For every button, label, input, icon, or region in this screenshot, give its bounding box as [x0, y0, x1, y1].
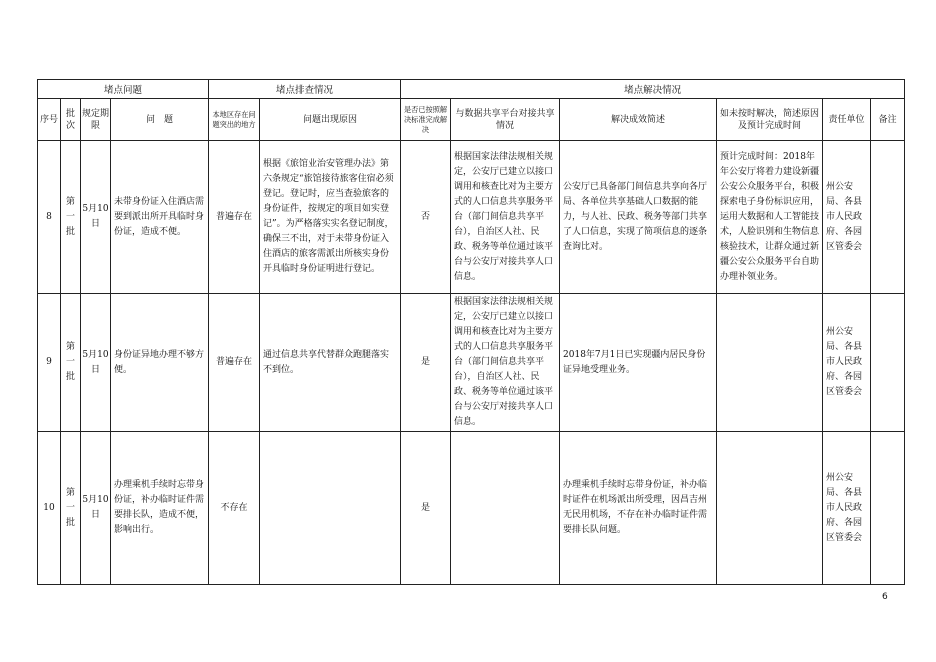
cell-cause: 根据《旅馆业治安管理办法》第六条规定“旅馆接待旅客住宿必须登记。登记时，应当查验旅客的身份证件，按规定的项目如实登记”。为严格落实实名登记制度，确保三不出，对于未带身份证入住酒店的旅客需派出所核实身份开具临时身份证明进行登记。: [260, 141, 401, 294]
cell-seq: 10: [38, 432, 61, 585]
cell-solved: 是: [401, 432, 451, 585]
cell-reason: 预计完成时间：2018年年公安厅将着力建设新疆公安公众服务平台，积极探索电子身份标识应用，运用大数据和人工智能技术，人脸识别和生物信息核验技术，让群众通过新疆公安公众服务平台自助办理补领业务。: [717, 141, 823, 294]
cell-result: 2018年7月1日已实现疆内居民身份证异地受理业务。: [560, 294, 717, 432]
cell-region: 不存在: [209, 432, 260, 585]
group-blockage-solution: 堵点解决情况: [401, 80, 905, 99]
cell-sharing: 根据国家法律法规相关规定，公安厅已建立以接口调用和核查比对为主要方式的人口信息共享服务平台（部门间信息共享平台），自治区人社、民政、税务等单位通过该平台与公安厅对接共享人口信息。: [451, 294, 560, 432]
cell-problem: 身份证异地办理不够方便。: [111, 294, 209, 432]
cell-reason: [717, 294, 823, 432]
cell-deadline: 5月10日: [81, 432, 111, 585]
header-solved: 是否已按照解决标准完成解决: [401, 99, 451, 141]
header-deadline: 规定期限: [81, 99, 111, 141]
cell-result: 办理乘机手续时忘带身份证，补办临时证件在机场派出所受理，因昌吉州无民用机场，不存在补办临时证件需要排长队问题。: [560, 432, 717, 585]
cell-result: 公安厅已具备部门间信息共享向各厅局、各单位共享基础人口数据的能力，与人社、民政、税务等部门共享了人口信息，实现了简项信息的逐条查询比对。: [560, 141, 717, 294]
cell-note: [871, 294, 905, 432]
header-reason: 如未按时解决，简述原因及预计完成时间: [717, 99, 823, 141]
header-batch: 批次: [61, 99, 81, 141]
cell-cause: [260, 432, 401, 585]
cell-cause: 通过信息共享代替群众跑腿落实不到位。: [260, 294, 401, 432]
cell-batch: 第一批: [61, 141, 81, 294]
cell-sharing: 根据国家法律法规相关规定，公安厅已建立以接口调用和核查比对为主要方式的人口信息共享服务平台（部门间信息共享平台），自治区人社、民政、税务等单位通过该平台与公安厅对接共享人口信息。: [451, 141, 560, 294]
cell-solved: 否: [401, 141, 451, 294]
cell-deadline: 5月10日: [81, 141, 111, 294]
header-problem: 问 题: [111, 99, 209, 141]
cell-problem: 未带身份证入住酒店需要到派出所开具临时身份证，造成不便。: [111, 141, 209, 294]
column-header-row: [38, 99, 905, 141]
header-result: 解决成效简述: [560, 99, 717, 141]
cell-batch: 第一批: [61, 294, 81, 432]
cell-region: 普遍存在: [209, 294, 260, 432]
header-unit: 责任单位: [823, 99, 871, 141]
cell-deadline: 5月10日: [81, 294, 111, 432]
cell-seq: 9: [38, 294, 61, 432]
cell-seq: 8: [38, 141, 61, 294]
cell-unit: 州公安局、各县市人民政府、各园区管委会: [823, 294, 871, 432]
table-row: [38, 432, 905, 585]
header-seq: 序号: [38, 99, 61, 141]
cell-problem: 办理乘机手续时忘带身份证，补办临时证件需要排长队，造成不便，影响出行。: [111, 432, 209, 585]
cell-unit: 州公安局、各县市人民政府、各园区管委会: [823, 432, 871, 585]
cell-solved: 是: [401, 294, 451, 432]
group-blockage-problem: 堵点问题: [38, 80, 209, 99]
group-header-row: [38, 80, 905, 99]
page-number: 6: [882, 592, 888, 602]
header-cause: 问题出现原因: [260, 99, 401, 141]
header-note: 备注: [871, 99, 905, 141]
cell-unit: 州公安局、各县市人民政府、各园区管委会: [823, 141, 871, 294]
table-row: [38, 141, 905, 294]
cell-note: [871, 432, 905, 585]
cell-region: 普遍存在: [209, 141, 260, 294]
blockage-table: [37, 79, 905, 585]
cell-sharing: [451, 432, 560, 585]
cell-batch: 第一批: [61, 432, 81, 585]
table-row: [38, 294, 905, 432]
cell-reason: [717, 432, 823, 585]
cell-note: [871, 141, 905, 294]
group-blockage-investigation: 堵点排查情况: [209, 80, 401, 99]
header-sharing: 与数据共享平台对接共享情况: [451, 99, 560, 141]
header-region: 本地区存在问题突出的地方: [209, 99, 260, 141]
